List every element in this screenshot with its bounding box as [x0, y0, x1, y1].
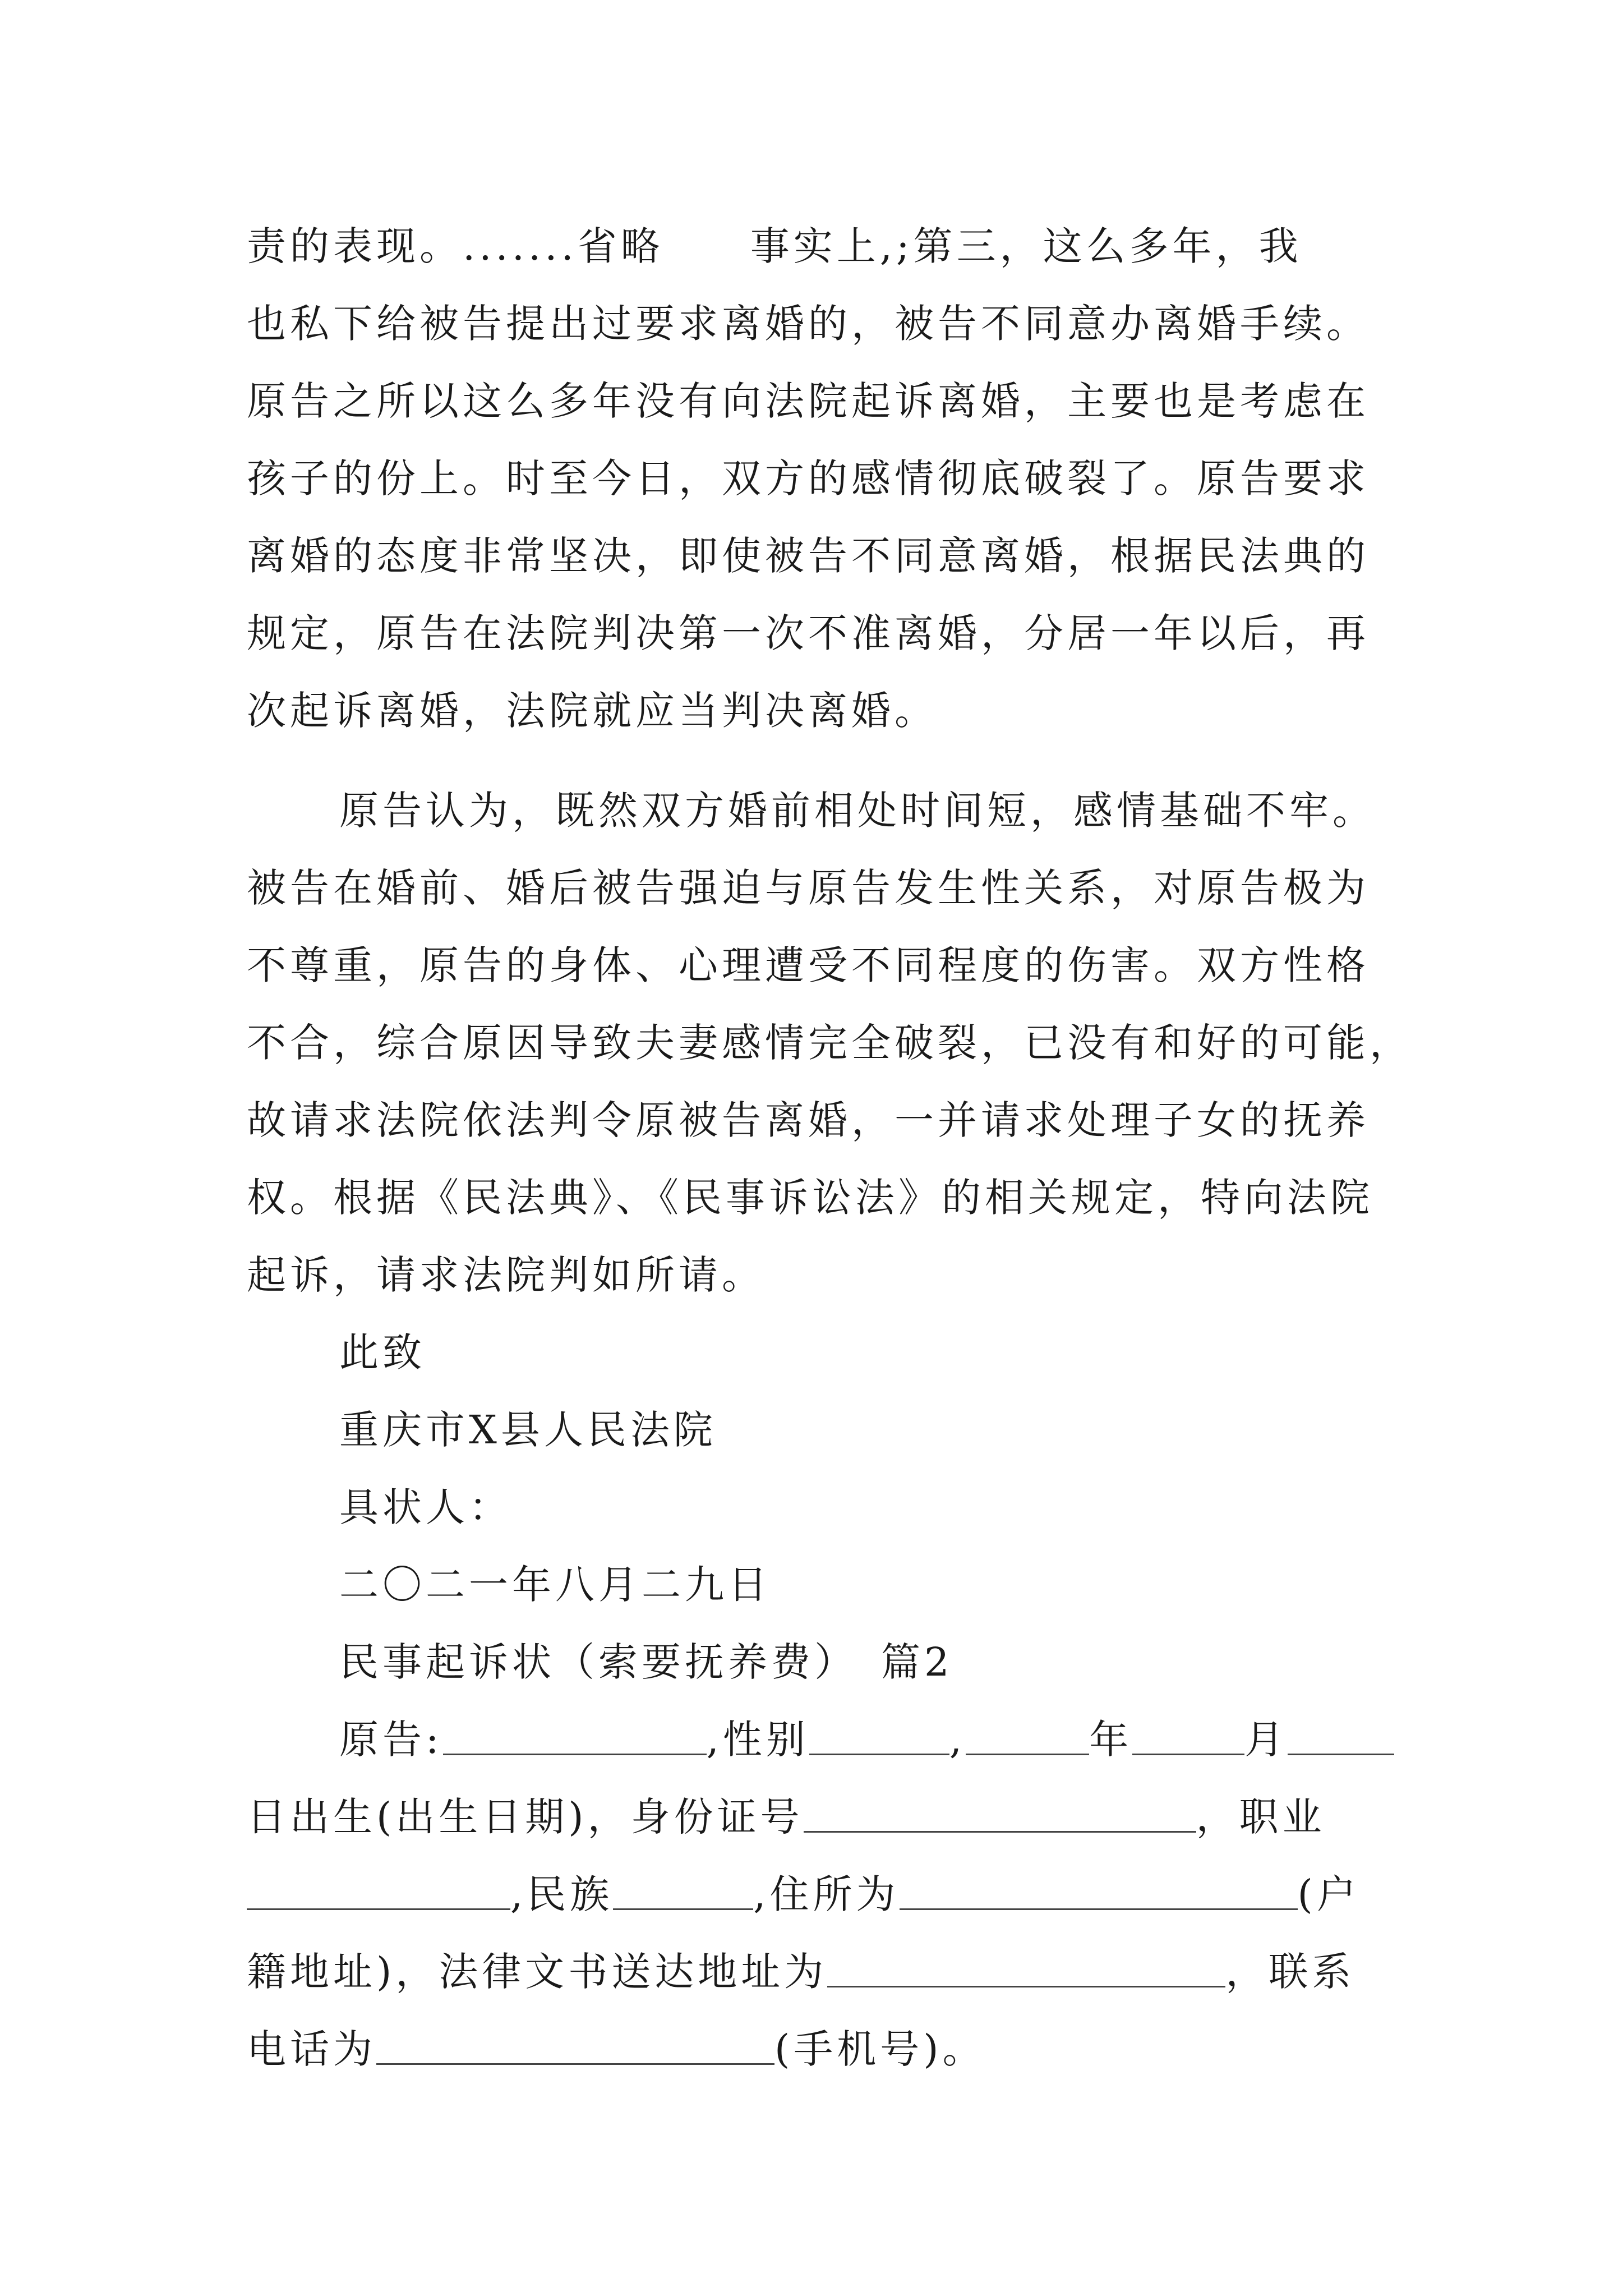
form-line-phone	[247, 2010, 1396, 2088]
section-title: 民事起诉状（索要抚养费） 篇2	[339, 1639, 953, 1685]
text-line: 责的表现。.......省略 事实上,;第三，这么多年，我	[247, 223, 1302, 269]
paragraph-1	[247, 208, 1396, 749]
text-line: 故请求法院依法判令原被告离婚，一并请求处理子女的抚养	[247, 1097, 1370, 1143]
text-line: 起诉，请求法院判如所请。	[247, 1252, 765, 1298]
job-blank[interactable]	[247, 1865, 510, 1910]
name-blank[interactable]	[443, 1710, 707, 1755]
delivery-text: 籍地址)，法律文书送达地址为	[247, 1949, 828, 1995]
plaintiff-label: 原告:	[339, 1717, 443, 1763]
birth-month-blank[interactable]	[1132, 1710, 1244, 1755]
document-body	[247, 208, 1413, 2088]
text-line: 原告之所以这么多年没有向法院起诉离婚，主要也是考虑在	[247, 378, 1370, 424]
gender-label: ,性别	[706, 1717, 809, 1763]
plaintiff-form	[247, 1701, 1396, 2088]
form-line-residence	[247, 1856, 1396, 1933]
text-line: 不合，综合原因导致夫妻感情完全破裂，已没有和好的可能，	[247, 1020, 1413, 1066]
ethnic-blank[interactable]	[613, 1865, 753, 1910]
form-line-delivery	[247, 1933, 1396, 2010]
phone-note: (手机号)。	[774, 2026, 986, 2072]
residence-blank[interactable]	[900, 1865, 1298, 1910]
court-name: 重庆市X县人民法院	[339, 1407, 717, 1453]
birth-year-blank[interactable]	[966, 1710, 1089, 1755]
document-date: 二〇二一年八月二九日	[339, 1562, 771, 1608]
text-line: 权。根据《民法典》、《民事诉讼法》的相关规定，特向法院	[247, 1175, 1373, 1221]
text-line: 原告认为，既然双方婚前相处时间短，感情基础不牢。	[339, 788, 1376, 834]
birth-text: 日出生(出生日期)，身份证号	[247, 1794, 804, 1840]
year-label: 年	[1089, 1717, 1133, 1763]
phone-blank[interactable]	[376, 2019, 774, 2065]
job-label: ，职业	[1196, 1794, 1326, 1840]
text-line: 离婚的态度非常坚决，即使被告不同意离婚，根据民法典的	[247, 533, 1370, 579]
residence-note: (户	[1297, 1871, 1360, 1917]
contact-label: ，联系	[1225, 1949, 1355, 1995]
text-line: 规定，原告在法院判决第一次不准离婚，分居一年以后，再	[247, 610, 1370, 656]
ethnic-label: ,民族	[510, 1871, 614, 1917]
text-line: 不尊重，原告的身体、心理遭受不同程度的伤害。双方性格	[247, 942, 1370, 988]
id-number-blank[interactable]	[804, 1787, 1196, 1833]
residence-label: ,住所为	[753, 1871, 900, 1917]
birth-day-blank[interactable]	[1288, 1710, 1394, 1755]
text-line: 次起诉离婚，法院就应当判决离婚。	[247, 688, 938, 734]
text-line: 被告在婚前、婚后被告强迫与原告发生性关系，对原告极为	[247, 865, 1370, 911]
text-line: 也私下给被告提出过要求离婚的，被告不同意办离婚手续。	[247, 301, 1370, 347]
phone-text: 电话为	[247, 2026, 376, 2072]
delivery-address-blank[interactable]	[827, 1942, 1225, 1987]
month-label: 月	[1244, 1717, 1288, 1763]
gender-blank[interactable]	[809, 1710, 949, 1755]
signer-label: 具状人：	[339, 1484, 512, 1530]
comma-separator: ,	[949, 1717, 966, 1763]
text-line: 孩子的份上。时至今日，双方的感情彻底破裂了。原告要求	[247, 455, 1370, 501]
form-line-birth	[247, 1778, 1396, 1856]
salutation: 此致	[339, 1329, 426, 1375]
paragraph-2	[247, 772, 1413, 1314]
form-line-plaintiff	[247, 1701, 1396, 1778]
